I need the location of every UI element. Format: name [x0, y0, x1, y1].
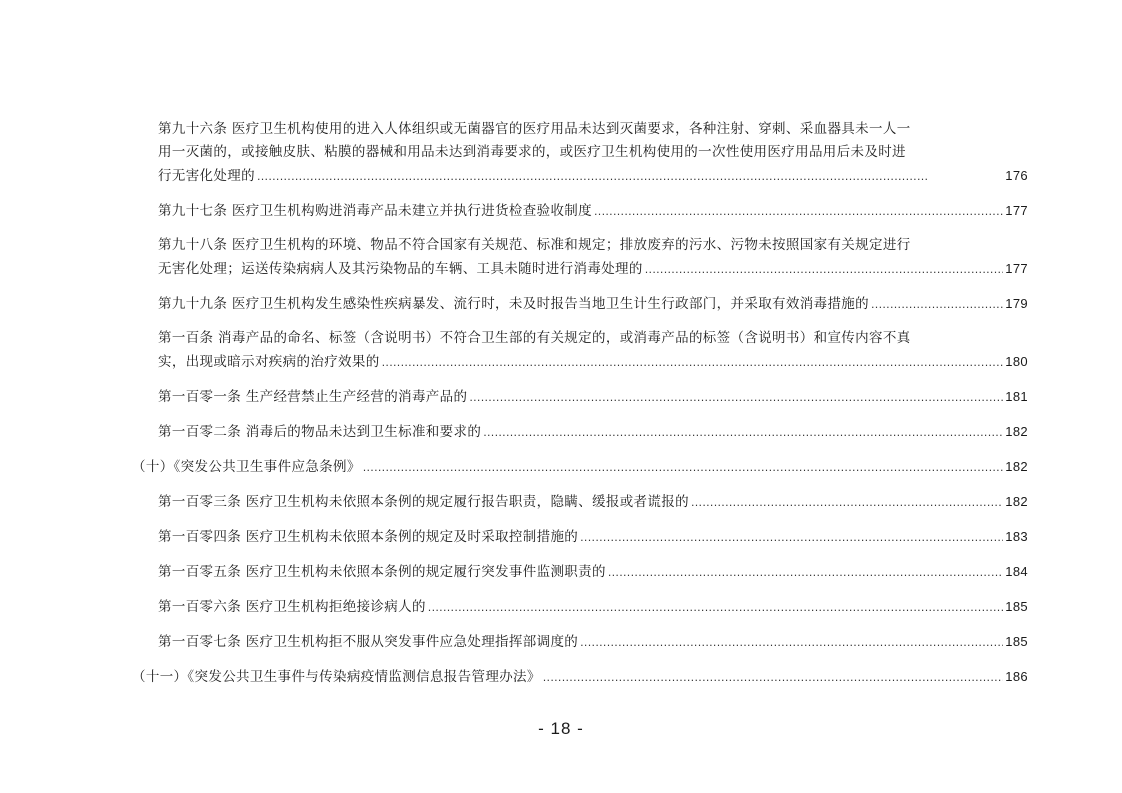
toc-entry-leader-line — [158, 525, 1028, 549]
dot-leader — [580, 526, 1003, 549]
dot-leader — [257, 165, 1003, 188]
toc-entry-text-line: 第一百条 消毒产品的命名、标签（含说明书）不符合卫生部的有关规定的，或消毒产品的标签（含说明书）和宣传内容不真 — [158, 330, 911, 346]
toc-article-entry[interactable] — [132, 292, 1028, 316]
dot-leader — [594, 200, 1003, 223]
toc-page-number: 182 — [1005, 424, 1028, 439]
toc-page-number: 180 — [1005, 354, 1028, 369]
dot-leader — [608, 561, 1003, 584]
toc-page-number: 177 — [1005, 261, 1028, 276]
toc-entry-leader-line — [158, 490, 1028, 514]
toc-article-entry[interactable] — [132, 525, 1028, 549]
toc-entry-leader-line — [158, 420, 1028, 444]
toc-page-number: 186 — [1005, 669, 1028, 684]
toc-entry-leader-line — [158, 595, 1028, 619]
dot-leader — [363, 456, 1004, 479]
toc-article-entry[interactable] — [132, 420, 1028, 444]
dot-leader — [645, 258, 1004, 281]
toc-article-entry[interactable] — [132, 490, 1028, 514]
toc-article-entry[interactable] — [132, 118, 1028, 188]
toc-entry-title: 第一百零五条 医疗卫生机构未依照本条例的规定履行突发事件监测职责的 — [158, 564, 606, 580]
toc-entry-title: 第一百零三条 医疗卫生机构未依照本条例的规定履行报告职责，隐瞒、缓报或者谎报的 — [158, 494, 689, 510]
toc-page-number: 176 — [1005, 168, 1028, 183]
table-of-contents — [132, 118, 1028, 700]
toc-page-number: 179 — [1005, 296, 1028, 311]
toc-entry-leader-line — [158, 292, 1028, 316]
dot-leader — [483, 421, 1003, 444]
toc-entry-leader-line — [158, 257, 1028, 281]
toc-page-number: 184 — [1005, 564, 1028, 579]
toc-article-entry[interactable] — [132, 595, 1028, 619]
toc-entry-title: 行无害化处理的 — [158, 168, 255, 184]
toc-page-number: 185 — [1005, 599, 1028, 614]
toc-entry-leader-line — [158, 630, 1028, 654]
toc-page-number: 185 — [1005, 634, 1028, 649]
toc-entry-title: 第一百零六条 医疗卫生机构拒绝接诊病人的 — [158, 599, 426, 615]
toc-entry-title: 第一百零四条 医疗卫生机构未依照本条例的规定及时采取控制措施的 — [158, 529, 579, 545]
dot-leader — [691, 491, 1003, 514]
toc-entry-title: 第一百零二条 消毒后的物品未达到卫生标准和要求的 — [158, 424, 482, 440]
toc-article-entry[interactable] — [132, 560, 1028, 584]
toc-entry-text-line: 用一灭菌的，或接触皮肤、粘膜的器械和用品未达到消毒要求的，或医疗卫生机构使用的一次性使用医疗用品用后未及时进 — [158, 144, 906, 160]
toc-page-number: 183 — [1005, 529, 1028, 544]
toc-article-entry[interactable] — [132, 630, 1028, 654]
dot-leader — [871, 293, 1003, 316]
toc-page-number: 181 — [1005, 389, 1028, 404]
toc-entry-title: 第九十七条 医疗卫生机构购进消毒产品未建立并执行进货检查验收制度 — [158, 203, 592, 219]
toc-entry-leader-line — [132, 665, 1028, 689]
dot-leader — [580, 631, 1003, 654]
page-number-footer: - 18 - — [538, 719, 584, 738]
toc-entry-title: 无害化处理；运送传染病病人及其污染物品的车辆、工具未随时进行消毒处理的 — [158, 261, 643, 277]
toc-entry-title: 第九十九条 医疗卫生机构发生感染性疾病暴发、流行时，未及时报告当地卫生计生行政部门，并采取有效消毒措施的 — [158, 296, 869, 312]
toc-entry-title: （十一）《突发公共卫生事件与传染病疫情监测信息报告管理办法》 — [132, 669, 541, 685]
toc-entry-title: 实，出现或暗示对疾病的治疗效果的 — [158, 354, 380, 370]
toc-article-entry[interactable] — [132, 327, 1028, 374]
toc-entry-leader-line — [158, 350, 1028, 374]
toc-entry-leader-line — [158, 560, 1028, 584]
toc-entry-leader-line — [158, 385, 1028, 409]
toc-entry-leader-line — [132, 455, 1028, 479]
toc-article-entry[interactable] — [132, 199, 1028, 223]
toc-entry-title: 第一百零七条 医疗卫生机构拒不服从突发事件应急处理指挥部调度的 — [158, 634, 579, 650]
dot-leader — [469, 386, 1003, 409]
toc-page-number: 182 — [1005, 459, 1028, 474]
toc-article-entry[interactable] — [132, 234, 1028, 281]
toc-section-entry[interactable] — [132, 455, 1028, 479]
toc-entry-title: 第一百零一条 生产经营禁止生产经营的消毒产品的 — [158, 389, 468, 405]
dot-leader — [543, 666, 1004, 689]
toc-section-entry[interactable] — [132, 665, 1028, 689]
toc-entry-leader-line — [158, 164, 1028, 188]
toc-article-entry[interactable] — [132, 385, 1028, 409]
toc-entry-text-line: 第九十六条 医疗卫生机构使用的进入人体组织或无菌器官的医疗用品未达到灭菌要求，各种注射、穿刺、采血器具未一人一 — [158, 121, 911, 137]
toc-page-number: 182 — [1005, 494, 1028, 509]
dot-leader — [382, 351, 1004, 374]
toc-page-number: 177 — [1005, 203, 1028, 218]
toc-entry-text-line: 第九十八条 医疗卫生机构的环境、物品不符合国家有关规范、标准和规定；排放废弃的污水、污物未按照国家有关规定进行 — [158, 237, 911, 253]
dot-leader — [428, 596, 1003, 619]
toc-entry-leader-line — [158, 199, 1028, 223]
toc-entry-title: （十）《突发公共卫生事件应急条例》 — [132, 459, 361, 475]
